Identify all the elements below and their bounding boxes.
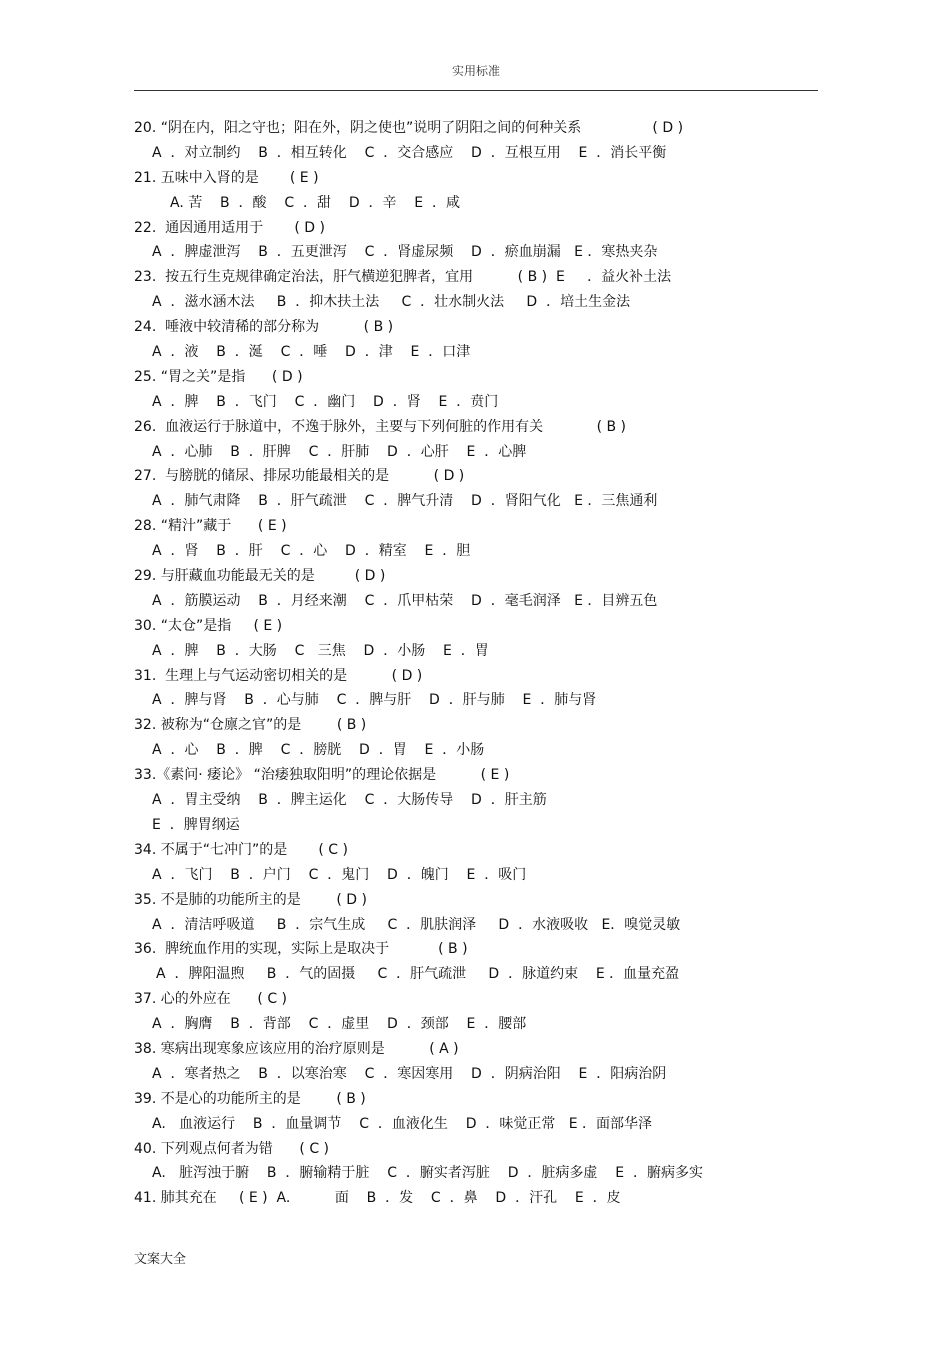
question-stem: 23. 按五行生克规律确定治法，肝气横逆犯脾者，宜用 ( B ) E ．益火补土法: [134, 269, 672, 286]
page-header: 实用标准: [451, 64, 500, 78]
answer-options: A ．寒者热之 B ．以寒治寒 C ．寒因寒用 D ．阴病治阳 E ．阳病治阴: [152, 1065, 667, 1082]
question-stem: 24. 唾液中较清稀的部分称为 ( B ): [134, 319, 394, 336]
page-footer: 文案大全: [134, 1252, 187, 1267]
answer-options: A ．脾与肾 B ．心与肺 C ．脾与肝 D ．肝与肺 E ．肺与肾: [152, 692, 597, 709]
answer-options: A ．胃主受纳 B ．脾主运化 C ．大肠传导 D ．肝主筋: [152, 792, 547, 809]
answer-options: A ．对立制约 B ．相互转化 C ．交合感应 D ．互根互用 E ．消长平衡: [152, 144, 667, 161]
answer-options: A ．清洁呼吸道 B ．宗气生成 C ．肌肤润泽 D ．水液吸收 E．嗅觉灵敏: [152, 916, 681, 933]
question-stem: 32. 被称为“仓廪之官”的是 ( B ): [134, 717, 367, 734]
question-stem: 34. 不属于“七冲门”的是 ( C ): [134, 841, 348, 858]
answer-options: A ．肺气肃降 B ．肝气疏泄 C ．脾气升清 D ．肾阳气化 E ．三焦通利: [152, 493, 658, 510]
answer-options: A. 苦 B ．酸 C ．甜 D ．辛 E ．咸: [170, 194, 461, 211]
question-stem: 25. “胃之关”是指 ( D ): [134, 368, 303, 385]
question-stem: 28. “精汁”藏于 ( E ): [134, 518, 287, 535]
answer-options: A. 血液运行 B ．血量调节 C ．血液化生 D ．味觉正常 E ．面部华泽: [152, 1115, 653, 1132]
question-stem: 39. 不是心的功能所主的是 ( B ): [134, 1090, 366, 1107]
answer-options: A ．脾 B ．飞门 C ．幽门 D ．肾 E ．贲门: [152, 393, 499, 410]
question-stem: 40. 下列观点何者为错 ( C ): [134, 1140, 330, 1157]
question-stem: 41. 肺其充在 ( E ) A. 面 B ．发 C ．鼻 D ．汗孔 E ．皮: [134, 1190, 621, 1207]
question-stem: 30. “太仓”是指 ( E ): [134, 617, 283, 634]
answer-options: A ．飞门 B ．户门 C ．鬼门 D ．魄门 E ．吸门: [152, 866, 527, 883]
answer-options: A ．滋水涵木法 B ．抑木扶土法 C ．壮水制火法 D ．培土生金法: [152, 294, 631, 311]
question-stem: 27. 与膀胱的储尿、排尿功能最相关的是 ( D ): [134, 468, 465, 485]
answer-options: A ．液 B ．涎 C ．唾 D ．津 E ．口津: [152, 344, 471, 361]
question-stem: 22. 通因通用适用于 ( D ): [134, 219, 325, 236]
question-stem: 29. 与肝藏血功能最无关的是 ( D ): [134, 568, 386, 585]
answer-options: A ．筋膜运动 B ．月经来潮 C ．爪甲枯荣 D ．毫毛润泽 E ．目辨五色: [152, 592, 658, 609]
question-stem: 21. 五味中入肾的是 ( E ): [134, 169, 319, 186]
question-stem: 20. “阴在内，阳之守也；阳在外，阴之使也”说明了阴阳之间的何种关系 ( D ): [134, 120, 684, 136]
question-stem: 38. 寒病出现寒象应该应用的治疗原则是 ( A ): [134, 1040, 459, 1057]
answer-options: A ．肾 B ．肝 C ．心 D ．精室 E ．胆: [152, 543, 471, 560]
answer-options: A ．脾虚泄泻 B ．五更泄泻 C ．肾虚尿频 D ．瘀血崩漏 E ．寒热夹杂: [152, 244, 658, 261]
question-stem: 33.《素问· 痿论》 “治痿独取阳明”的理论依据是 ( E ): [134, 767, 510, 784]
answer-options: A ．心肺 B ．肝脾 C ．肝肺 D ．心肝 E ．心脾: [152, 443, 527, 460]
answer-options: A ．心 B ．脾 C ．膀胱 D ．胃 E ．小肠: [152, 742, 485, 759]
question-stem: 26. 血液运行于脉道中，不逸于脉外，主要与下列何脏的作用有关 ( B ): [134, 418, 626, 435]
header-divider: [134, 90, 818, 91]
answer-options: A ．胸膺 B ．背部 C ．虚里 D ．颈部 E ．腰部: [152, 1016, 527, 1033]
question-stem: 31. 生理上与气运动密切相关的是 ( D ): [134, 667, 423, 684]
question-stem: 36. 脾统血作用的实现，实际上是取决于 ( B ): [134, 941, 468, 958]
question-stem: 35. 不是肺的功能所主的是 ( D ): [134, 891, 367, 908]
question-list: [134, 116, 818, 1211]
answer-options: E ．脾胃纲运: [152, 816, 240, 833]
answer-options: A ．脾阳温煦 B ．气的固摄 C ．肝气疏泄 D ．脉道约束 E ．血量充盈: [156, 966, 680, 983]
question-stem: 37. 心的外应在 ( C ): [134, 991, 288, 1008]
answer-options: A ．脾 B ．大肠 C 三焦 D ．小肠 E ．胃: [152, 642, 489, 659]
answer-options: A. 脏泻浊于腑 B ．腑输精于脏 C ．腑实者泻脏 D ．脏病多虚 E ．腑病多实: [152, 1165, 703, 1182]
